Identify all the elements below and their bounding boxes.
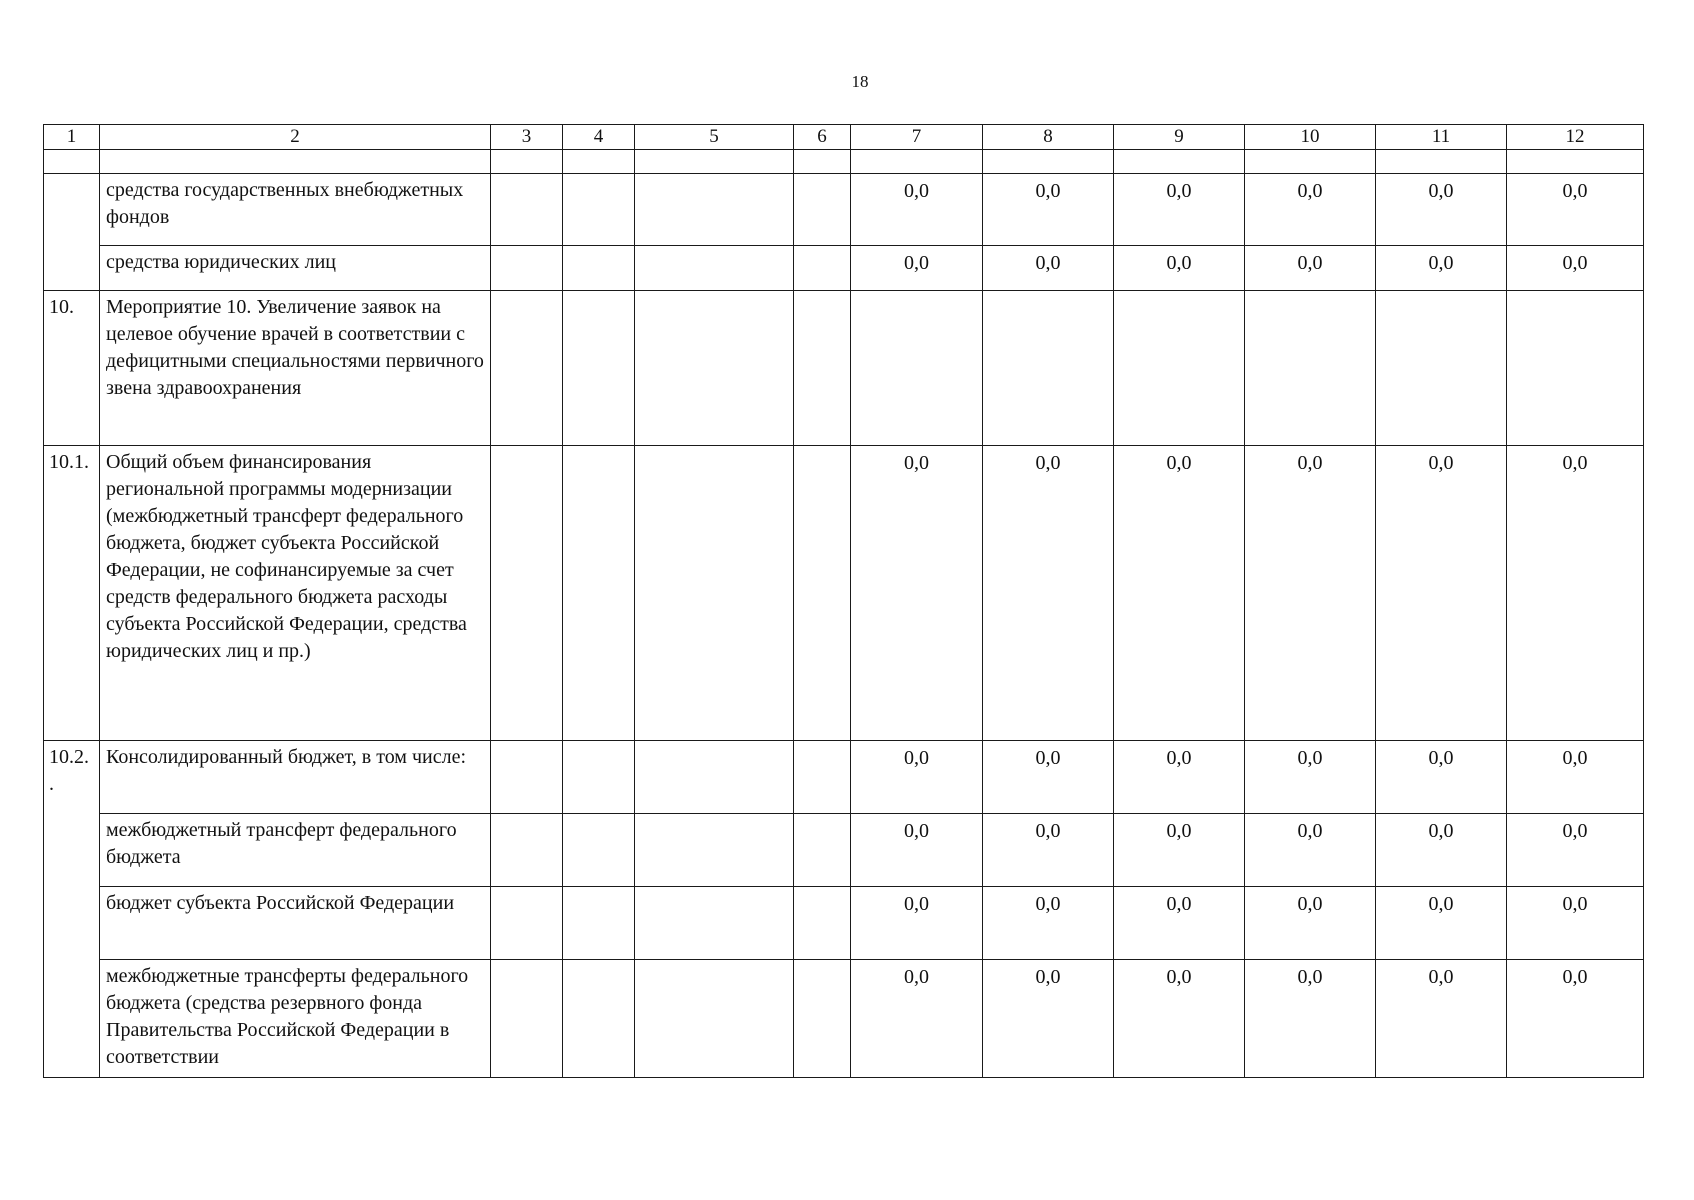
row-label: Общий объем финансирования региональной программы модернизации (межбюджетный трансферт федерального бюджета, бюджет субъекта Российской Федерации, не софинансируемые за счет средств федерального бюджета расходы субъекта Российской Федерации, средства юридических лиц и пр.)	[100, 446, 491, 741]
value-cell: 0,0	[983, 887, 1114, 960]
value-cell: 0,0	[1114, 960, 1245, 1078]
row-number: 10.1.	[44, 446, 100, 741]
value-cell: 0,0	[851, 246, 983, 291]
row-number-cell	[44, 174, 100, 291]
value-cell: 0,0	[983, 174, 1114, 246]
value-cell: 0,0	[983, 960, 1114, 1078]
value-cell: 0,0	[1376, 174, 1507, 246]
value-cell: 0,0	[851, 960, 983, 1078]
value-cell: 0,0	[1376, 246, 1507, 291]
column-header: 3	[491, 125, 563, 150]
empty-row	[44, 150, 1644, 174]
table-row	[44, 246, 1644, 291]
value-cell: 0,0	[851, 174, 983, 246]
column-number-row	[44, 125, 1644, 150]
value-cell: 0,0	[1376, 960, 1507, 1078]
value-cell: 0,0	[1507, 174, 1644, 246]
value-cell: 0,0	[1507, 814, 1644, 887]
column-header: 1	[44, 125, 100, 150]
financing-table	[43, 124, 1644, 1078]
table-row	[44, 741, 1644, 814]
value-cell: 0,0	[1245, 814, 1376, 887]
value-cell: 0,0	[1245, 741, 1376, 814]
value-cell: 0,0	[1245, 174, 1376, 246]
table-row	[44, 174, 1644, 246]
value-cell: 0,0	[851, 887, 983, 960]
page-number: 18	[851, 72, 869, 91]
row-label: бюджет субъекта Российской Федерации	[100, 887, 491, 960]
value-cell: 0,0	[1245, 446, 1376, 741]
value-cell: 0,0	[851, 814, 983, 887]
table-row	[44, 887, 1644, 960]
value-cell: 0,0	[1507, 246, 1644, 291]
row-number: 10.2. .	[44, 741, 100, 1078]
value-cell: 0,0	[1114, 814, 1245, 887]
value-cell: 0,0	[983, 446, 1114, 741]
column-header: 7	[851, 125, 983, 150]
value-cell: 0,0	[1114, 741, 1245, 814]
row-label: межбюджетный трансферт федерального бюджета	[100, 814, 491, 887]
column-header: 2	[100, 125, 491, 150]
row-label: Консолидированный бюджет, в том числе:	[100, 741, 491, 814]
value-cell: 0,0	[1376, 887, 1507, 960]
column-header: 12	[1507, 125, 1644, 150]
row-label: средства юридических лиц	[100, 246, 491, 291]
value-cell: 0,0	[851, 446, 983, 741]
value-cell: 0,0	[983, 741, 1114, 814]
value-cell: 0,0	[1507, 741, 1644, 814]
table-row	[44, 960, 1644, 1078]
value-cell: 0,0	[1245, 246, 1376, 291]
value-cell: 0,0	[851, 741, 983, 814]
table-row	[44, 291, 1644, 446]
column-header: 8	[983, 125, 1114, 150]
column-header: 4	[563, 125, 635, 150]
value-cell: 0,0	[1376, 446, 1507, 741]
row-label: средства государственных внебюджетных фондов	[100, 174, 491, 246]
value-cell: 0,0	[983, 814, 1114, 887]
column-header: 9	[1114, 125, 1245, 150]
table-row	[44, 446, 1644, 741]
table-row	[44, 814, 1644, 887]
value-cell: 0,0	[1245, 887, 1376, 960]
column-header: 5	[635, 125, 794, 150]
value-cell: 0,0	[1376, 741, 1507, 814]
column-header: 10	[1245, 125, 1376, 150]
column-header: 6	[794, 125, 851, 150]
value-cell: 0,0	[1114, 446, 1245, 741]
value-cell: 0,0	[1114, 174, 1245, 246]
value-cell: 0,0	[1114, 887, 1245, 960]
value-cell: 0,0	[1507, 446, 1644, 741]
column-header: 11	[1376, 125, 1507, 150]
row-number: 10.	[44, 291, 100, 446]
row-label: Мероприятие 10. Увеличение заявок на целевое обучение врачей в соответствии с дефицитными специальностями первичного звена здравоохранения	[100, 291, 491, 446]
value-cell: 0,0	[1507, 960, 1644, 1078]
value-cell: 0,0	[1245, 960, 1376, 1078]
value-cell: 0,0	[1507, 887, 1644, 960]
value-cell: 0,0	[1376, 814, 1507, 887]
value-cell: 0,0	[1114, 246, 1245, 291]
row-label: межбюджетные трансферты федерального бюджета (средства резервного фонда Правительства Российской Федерации в соответствии	[100, 960, 491, 1078]
value-cell: 0,0	[983, 246, 1114, 291]
